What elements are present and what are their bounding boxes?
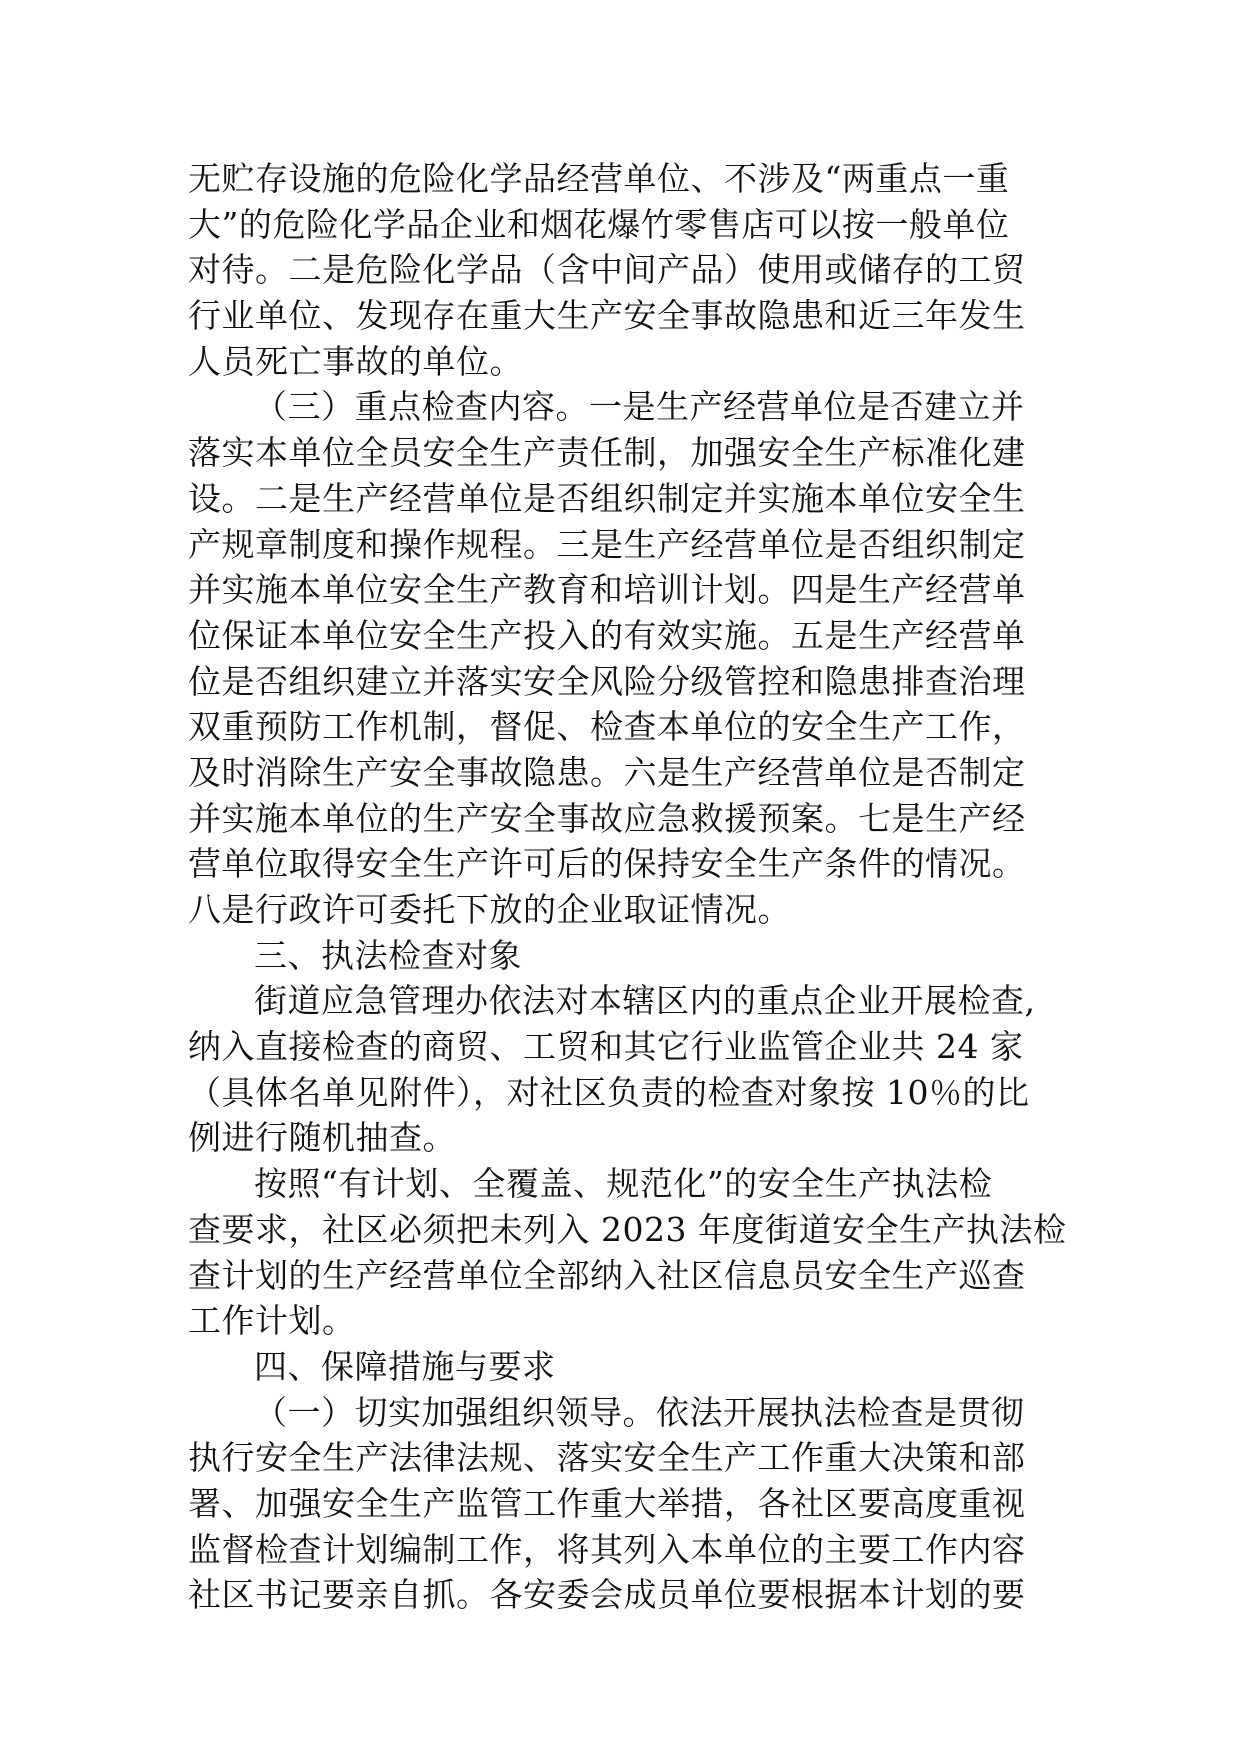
document-body: [188, 156, 1067, 1618]
text-line: 产规章制度和操作规程。三是生产经营单位是否组织制定: [188, 524, 1026, 564]
text-line: 查计划的生产经营单位全部纳入社区信息员安全生产巡查: [188, 1255, 1026, 1295]
text-line: （具体名单见附件），对社区负责的检查对象按 10％的比: [188, 1072, 1030, 1112]
text-line: 人员死亡事故的单位。: [188, 341, 523, 381]
text-line: 营单位取得安全生产许可后的保持安全生产条件的情况。: [188, 844, 1026, 884]
text-line: 位保证本单位安全生产投入的有效实施。五是生产经营单: [188, 615, 1026, 655]
text-line: 街道应急管理办依法对本辖区内的重点企业开展检查,: [254, 981, 1036, 1021]
text-line: 工作计划。: [188, 1301, 356, 1341]
text-line: 按照“有计划、全覆盖、规范化”的安全生产执法检: [254, 1164, 993, 1204]
text-line: 执行安全生产法律法规、落实安全生产工作重大决策和部: [188, 1438, 1026, 1478]
text-line: 位是否组织建立并落实安全风险分级管控和隐患排查治理: [188, 661, 1026, 701]
text-line: 行业单位、发现存在重大生产安全事故隐患和近三年发生: [188, 296, 1026, 336]
text-line: 设。二是生产经营单位是否组织制定并实施本单位安全生: [188, 478, 1026, 518]
text-line: 双重预防工作机制，督促、检查本单位的安全生产工作，: [188, 707, 1026, 747]
text-line: 无贮存设施的危险化学品经营单位、不涉及“两重点一重: [188, 159, 1010, 198]
text-line: 社区书记要亲自抓。各安委会成员单位要根据本计划的要: [188, 1575, 1026, 1615]
text-line: 纳入直接检查的商贸、工贸和其它行业监管企业共 24 家: [188, 1027, 1024, 1067]
text-line: 八是行政许可委托下放的企业取证情况。: [188, 890, 791, 929]
text-line: 四、保障措施与要求: [254, 1346, 556, 1386]
text-line: 三、执法检查对象: [254, 935, 522, 975]
text-line: （三）重点检查内容。一是生产经营单位是否建立并: [254, 387, 1025, 427]
text-line: 及时消除生产安全事故隐患。六是生产经营单位是否制定: [188, 752, 1026, 792]
text-line: 落实本单位全员安全生产责任制，加强安全生产标准化建: [188, 433, 1026, 473]
text-line: 查要求，社区必须把未列入 2023 年度街道安全生产执法检: [188, 1209, 1067, 1249]
text-line: 监督检查计划编制工作，将其列入本单位的主要工作内容: [188, 1529, 1026, 1569]
text-line: （一）切实加强组织领导。依法开展执法检查是贯彻: [254, 1392, 1025, 1432]
text-line: 署、加强安全生产监管工作重大举措，各社区要高度重视: [188, 1483, 1026, 1523]
text-line: 并实施本单位安全生产教育和培训计划。四是生产经营单: [188, 570, 1026, 610]
text-line: 并实施本单位的生产安全事故应急救援预案。七是生产经: [188, 798, 1026, 838]
text-line: 对待。二是危险化学品（含中间产品）使用或储存的工贸: [188, 250, 1026, 290]
text-line: 大”的危险化学品企业和烟花爆竹零售店可以按一般单位: [188, 204, 1010, 244]
text-line: 例进行随机抽查。: [188, 1118, 456, 1158]
